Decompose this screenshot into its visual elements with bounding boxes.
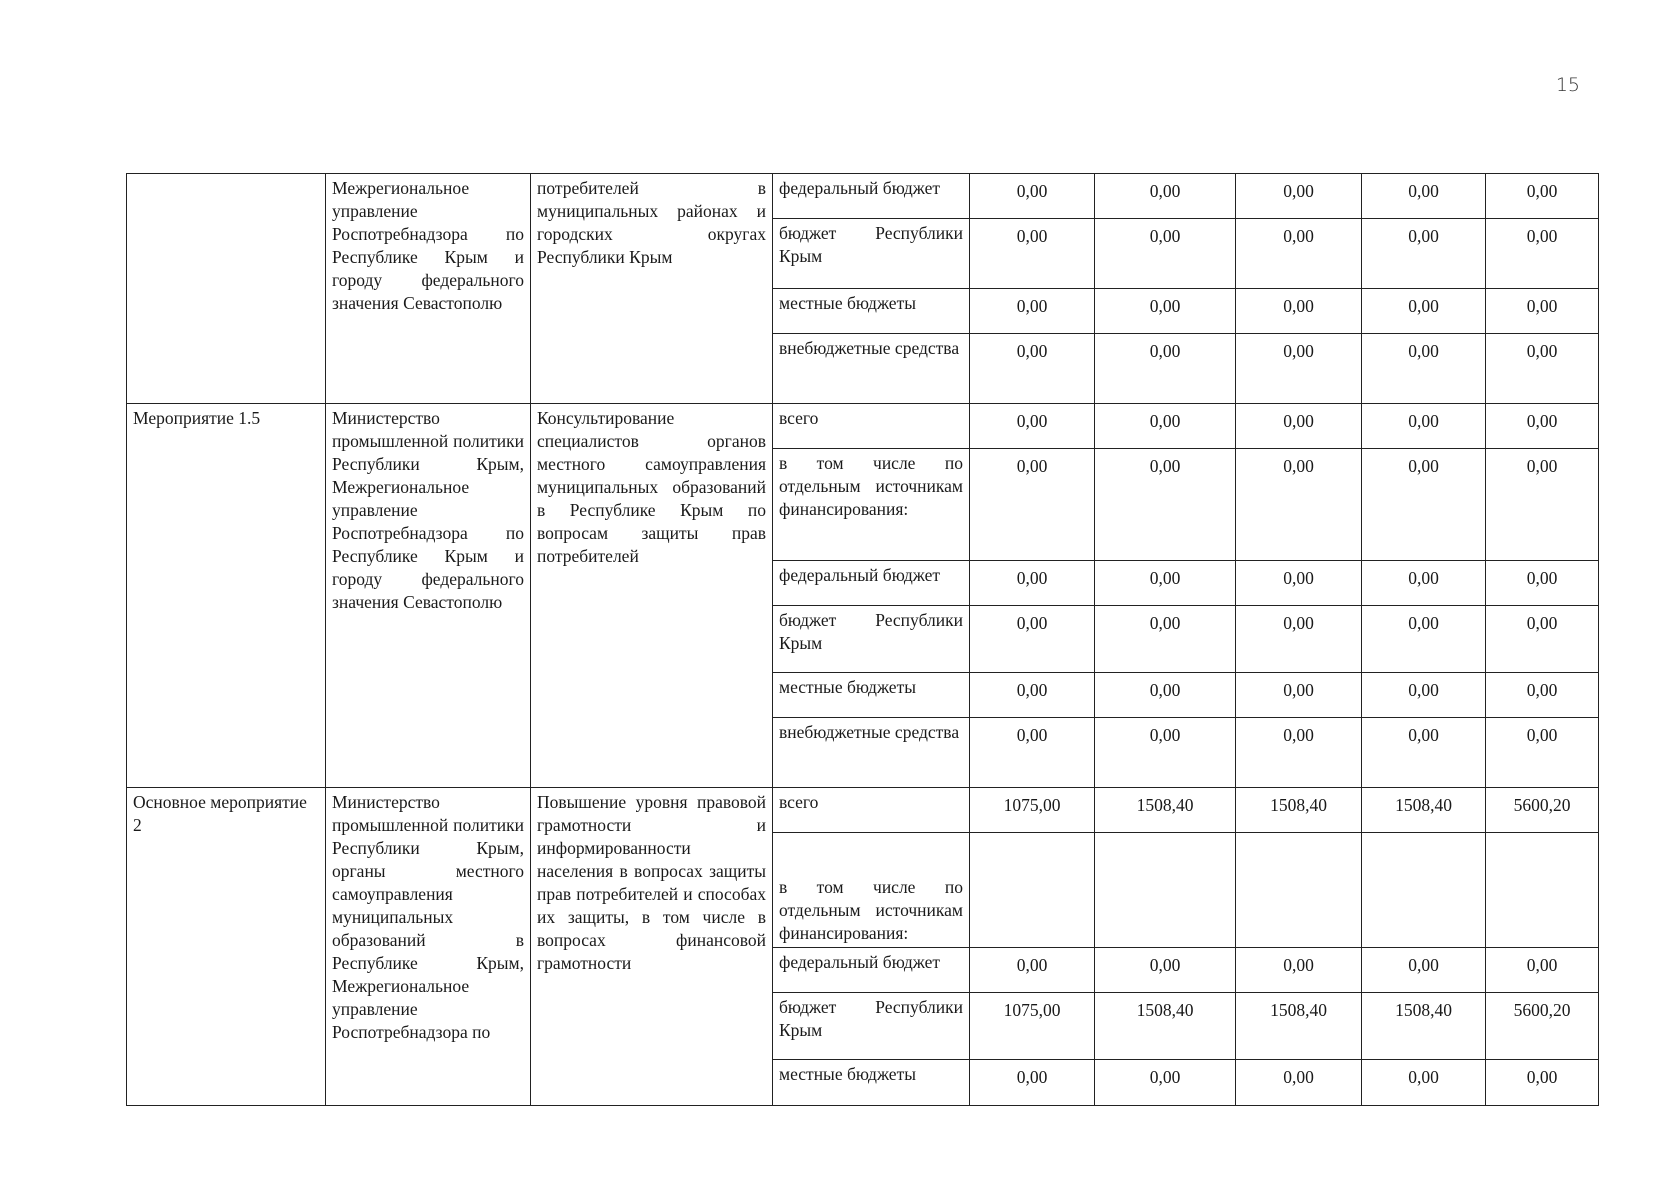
value-cell: 0,00: [1095, 174, 1236, 219]
source-cell: всего: [773, 788, 970, 833]
value-cell: 0,00: [1362, 404, 1486, 449]
source-cell: местные бюджеты: [773, 673, 970, 718]
value-cell: 0,00: [970, 948, 1095, 993]
value-cell: 0,00: [970, 606, 1095, 673]
value-cell: 0,00: [1236, 561, 1362, 606]
value-cell: 0,00: [1236, 174, 1362, 219]
source-cell: местные бюджеты: [773, 289, 970, 334]
source-cell: федеральный бюджет: [773, 174, 970, 219]
value-cell: 5600,20: [1486, 788, 1599, 833]
value-cell: 1508,40: [1095, 993, 1236, 1060]
value-cell: 0,00: [1095, 1060, 1236, 1106]
value-cell: 0,00: [1486, 289, 1599, 334]
value-cell: 0,00: [1095, 606, 1236, 673]
value-cell: 1508,40: [1236, 993, 1362, 1060]
value-cell: 0,00: [970, 174, 1095, 219]
value-cell: 0,00: [1486, 219, 1599, 289]
executor-cell: Министерство промышленной политики Республики Крым, Межрегиональное управление Роспотребнадзора по Республике Крым и городу федерального значения Севастополю: [326, 404, 531, 788]
value-cell: 1075,00: [970, 993, 1095, 1060]
value-cell: 0,00: [1486, 561, 1599, 606]
value-cell: 0,00: [1236, 404, 1362, 449]
source-cell: федеральный бюджет: [773, 561, 970, 606]
value-cell: [1236, 833, 1362, 948]
source-cell: в том числе по отдельным источникам финансирования:: [773, 449, 970, 561]
executor-cell: Министерство промышленной политики Республики Крым, органы местного самоуправления муниципальных образований в Республике Крым, Межрегиональное управление Роспотребнадзора по: [326, 788, 531, 1106]
source-cell: бюджет Республики Крым: [773, 993, 970, 1060]
value-cell: 1075,00: [970, 788, 1095, 833]
value-cell: 0,00: [1095, 404, 1236, 449]
source-cell: федеральный бюджет: [773, 948, 970, 993]
value-cell: 0,00: [1095, 948, 1236, 993]
value-cell: 0,00: [1486, 174, 1599, 219]
goal-cell: Повышение уровня правовой грамотности и информированности населения в вопросах защиты прав потребителей и способах их защиты, в том числе в вопросах финансовой грамотности: [531, 788, 773, 1106]
value-cell: 0,00: [1362, 219, 1486, 289]
value-cell: 0,00: [1236, 718, 1362, 788]
funding-table: [126, 173, 1599, 1106]
value-cell: 0,00: [1486, 673, 1599, 718]
value-cell: 0,00: [970, 334, 1095, 404]
value-cell: 0,00: [1236, 289, 1362, 334]
event-cell: [127, 174, 326, 404]
value-cell: 0,00: [1095, 718, 1236, 788]
value-cell: 0,00: [970, 404, 1095, 449]
source-cell: бюджет Республики Крым: [773, 219, 970, 289]
page-number: 15: [1555, 74, 1580, 96]
value-cell: 0,00: [1362, 606, 1486, 673]
value-cell: [970, 833, 1095, 948]
value-cell: 0,00: [1236, 1060, 1362, 1106]
value-cell: 0,00: [1362, 948, 1486, 993]
value-cell: 0,00: [1095, 219, 1236, 289]
value-cell: 0,00: [970, 1060, 1095, 1106]
value-cell: 0,00: [1362, 561, 1486, 606]
value-cell: 0,00: [1236, 673, 1362, 718]
value-cell: 0,00: [1486, 948, 1599, 993]
goal-cell: Консультирование специалистов органов местного самоуправления муниципальных образований в Республике Крым по вопросам защиты прав потребителей: [531, 404, 773, 788]
value-cell: [1095, 833, 1236, 948]
event-cell: Мероприятие 1.5: [127, 404, 326, 788]
value-cell: 0,00: [1362, 718, 1486, 788]
value-cell: 0,00: [1236, 449, 1362, 561]
source-cell: в том числе по отдельным источникам финансирования:: [773, 833, 970, 948]
value-cell: 0,00: [970, 718, 1095, 788]
value-cell: 1508,40: [1236, 788, 1362, 833]
value-cell: 1508,40: [1095, 788, 1236, 833]
source-cell: бюджет Республики Крым: [773, 606, 970, 673]
executor-cell: Межрегиональное управление Роспотребнадзора по Республике Крым и городу федерального значения Севастополю: [326, 174, 531, 404]
source-cell: внебюджетные средства: [773, 718, 970, 788]
value-cell: 0,00: [1486, 606, 1599, 673]
table-row: [127, 174, 1599, 219]
source-cell: всего: [773, 404, 970, 449]
value-cell: 0,00: [1362, 1060, 1486, 1106]
source-cell: местные бюджеты: [773, 1060, 970, 1106]
value-cell: 0,00: [1486, 718, 1599, 788]
value-cell: 1508,40: [1362, 993, 1486, 1060]
value-cell: 0,00: [1486, 1060, 1599, 1106]
value-cell: 0,00: [1362, 449, 1486, 561]
value-cell: 0,00: [1095, 334, 1236, 404]
value-cell: 0,00: [1236, 334, 1362, 404]
value-cell: 5600,20: [1486, 993, 1599, 1060]
value-cell: 0,00: [1095, 449, 1236, 561]
value-cell: 1508,40: [1362, 788, 1486, 833]
value-cell: 0,00: [1236, 219, 1362, 289]
value-cell: 0,00: [1095, 673, 1236, 718]
value-cell: 0,00: [1095, 561, 1236, 606]
value-cell: 0,00: [1236, 606, 1362, 673]
value-cell: [1486, 833, 1599, 948]
value-cell: 0,00: [1486, 404, 1599, 449]
value-cell: 0,00: [970, 289, 1095, 334]
value-cell: 0,00: [1236, 948, 1362, 993]
goal-cell: потребителей в муниципальных районах и городских округах Республики Крым: [531, 174, 773, 404]
value-cell: 0,00: [1486, 334, 1599, 404]
value-cell: 0,00: [1362, 289, 1486, 334]
value-cell: 0,00: [970, 561, 1095, 606]
value-cell: 0,00: [970, 673, 1095, 718]
value-cell: 0,00: [1362, 174, 1486, 219]
event-cell: Основное мероприятие 2: [127, 788, 326, 1106]
value-cell: 0,00: [1362, 673, 1486, 718]
value-cell: [1362, 833, 1486, 948]
value-cell: 0,00: [970, 449, 1095, 561]
source-cell: внебюджетные средства: [773, 334, 970, 404]
value-cell: 0,00: [1362, 334, 1486, 404]
table-row: [127, 788, 1599, 833]
value-cell: 0,00: [970, 219, 1095, 289]
table-row: [127, 404, 1599, 449]
value-cell: 0,00: [1486, 449, 1599, 561]
value-cell: 0,00: [1095, 289, 1236, 334]
